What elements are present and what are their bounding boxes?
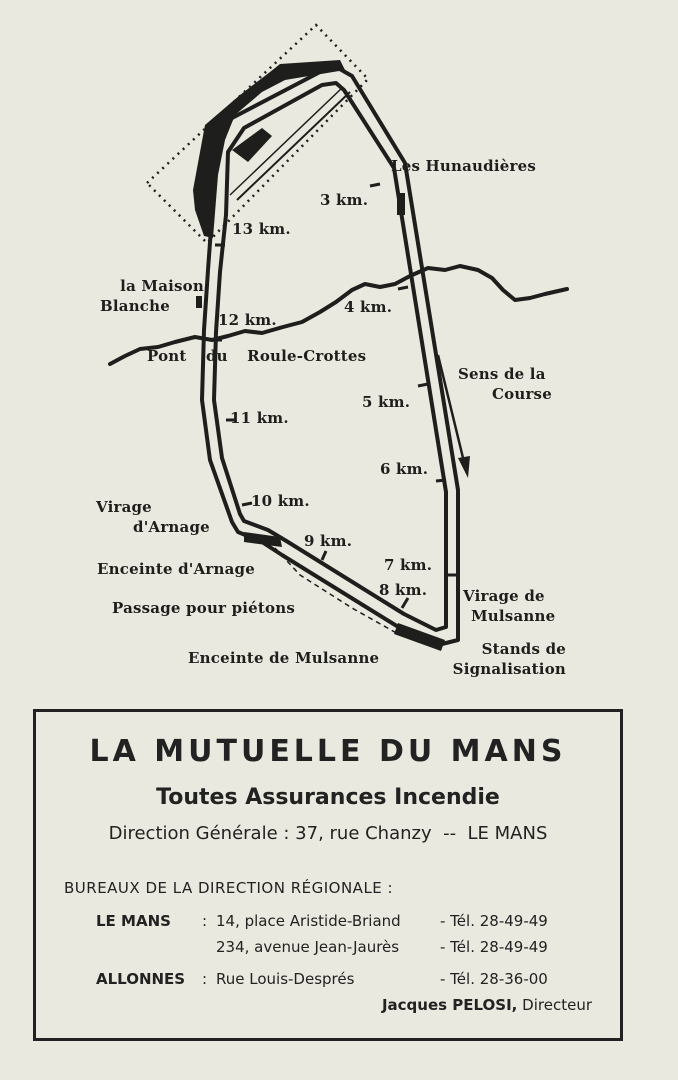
km-label-9: 9 km. — [304, 532, 353, 550]
label-virage-mulsanne-line1: Virage de — [463, 587, 545, 605]
pit-block-inner — [232, 128, 272, 162]
signature-name: Jacques PELOSI, — [381, 996, 518, 1014]
label-stands-line1: Stands de — [481, 640, 566, 658]
km-label-11: 11 km. — [230, 409, 289, 427]
ad-subtitle: Toutes Assurances Incendie — [156, 785, 500, 810]
label-virage-de-mulsanne — [463, 586, 555, 627]
label-sens-de-la-course — [458, 364, 552, 405]
km-label-10: 10 km. — [251, 492, 310, 510]
km-label-7: 7 km. — [384, 556, 433, 574]
office-address: 234, avenue Jean-Jaurès — [216, 938, 400, 956]
km-label-5: 5 km. — [362, 393, 411, 411]
label-virage-mulsanne-line2: Mulsanne — [471, 607, 556, 626]
label-enceinte-darnage: Enceinte d'Arnage — [97, 560, 255, 578]
km-label-12: 12 km. — [218, 311, 277, 329]
km-label-8: 8 km. — [379, 581, 428, 599]
office-telephone: - Tél. 28-49-49 — [440, 912, 548, 930]
label-virage-darnage-line2: d'Arnage — [133, 518, 210, 537]
ad-offices-heading: BUREAUX DE LA DIRECTION RÉGIONALE : — [64, 879, 394, 897]
hunaudieres-marker — [397, 193, 405, 215]
label-enceinte-de-mulsanne: Enceinte de Mulsanne — [188, 649, 380, 667]
signature-role: Directeur — [522, 996, 592, 1014]
label-les-hunaudieres: Les Hunaudières — [391, 157, 536, 175]
label-sens-line1: Sens de la — [458, 365, 546, 383]
label-stands-line2: Signalisation — [452, 660, 566, 679]
office-separator: : — [202, 912, 208, 930]
label-virage-darnage-line1: Virage — [96, 498, 152, 516]
label-sens-line2: Course — [492, 385, 552, 404]
advertisement-box — [33, 709, 623, 1041]
label-pont-du-roule-crottes: Pont du Roule-Crottes — [147, 347, 367, 365]
office-telephone: - Tél. 28-36-00 — [440, 970, 548, 988]
label-la-maison-blanche-line1: la Maison — [120, 277, 204, 295]
label-la-maison-blanche-line2: Blanche — [100, 297, 170, 316]
km-label-13: 13 km. — [232, 220, 291, 238]
office-address: Rue Louis-Després — [216, 970, 355, 988]
ad-title: LA MUTUELLE DU MANS — [89, 734, 567, 769]
label-virage-darnage — [96, 497, 210, 538]
office-separator: : — [202, 970, 208, 988]
label-stands-de-signalisation — [428, 639, 566, 680]
office-address: 14, place Aristide-Briand — [216, 912, 401, 930]
office-city: ALLONNES — [96, 970, 186, 988]
ad-head-office-address: Direction Générale : 37, rue Chanzy -- LE MANS — [108, 823, 548, 844]
label-la-maison-blanche — [94, 276, 204, 317]
office-city: LE MANS — [96, 912, 171, 930]
ad-signature — [382, 996, 592, 1014]
km-label-4: 4 km. — [344, 298, 393, 316]
label-passage-pour-pietons: Passage pour piétons — [112, 599, 295, 617]
office-telephone: - Tél. 28-49-49 — [440, 938, 548, 956]
km-label-6: 6 km. — [380, 460, 429, 478]
direction-arrow-head — [458, 456, 470, 478]
km-label-3: 3 km. — [320, 191, 369, 209]
